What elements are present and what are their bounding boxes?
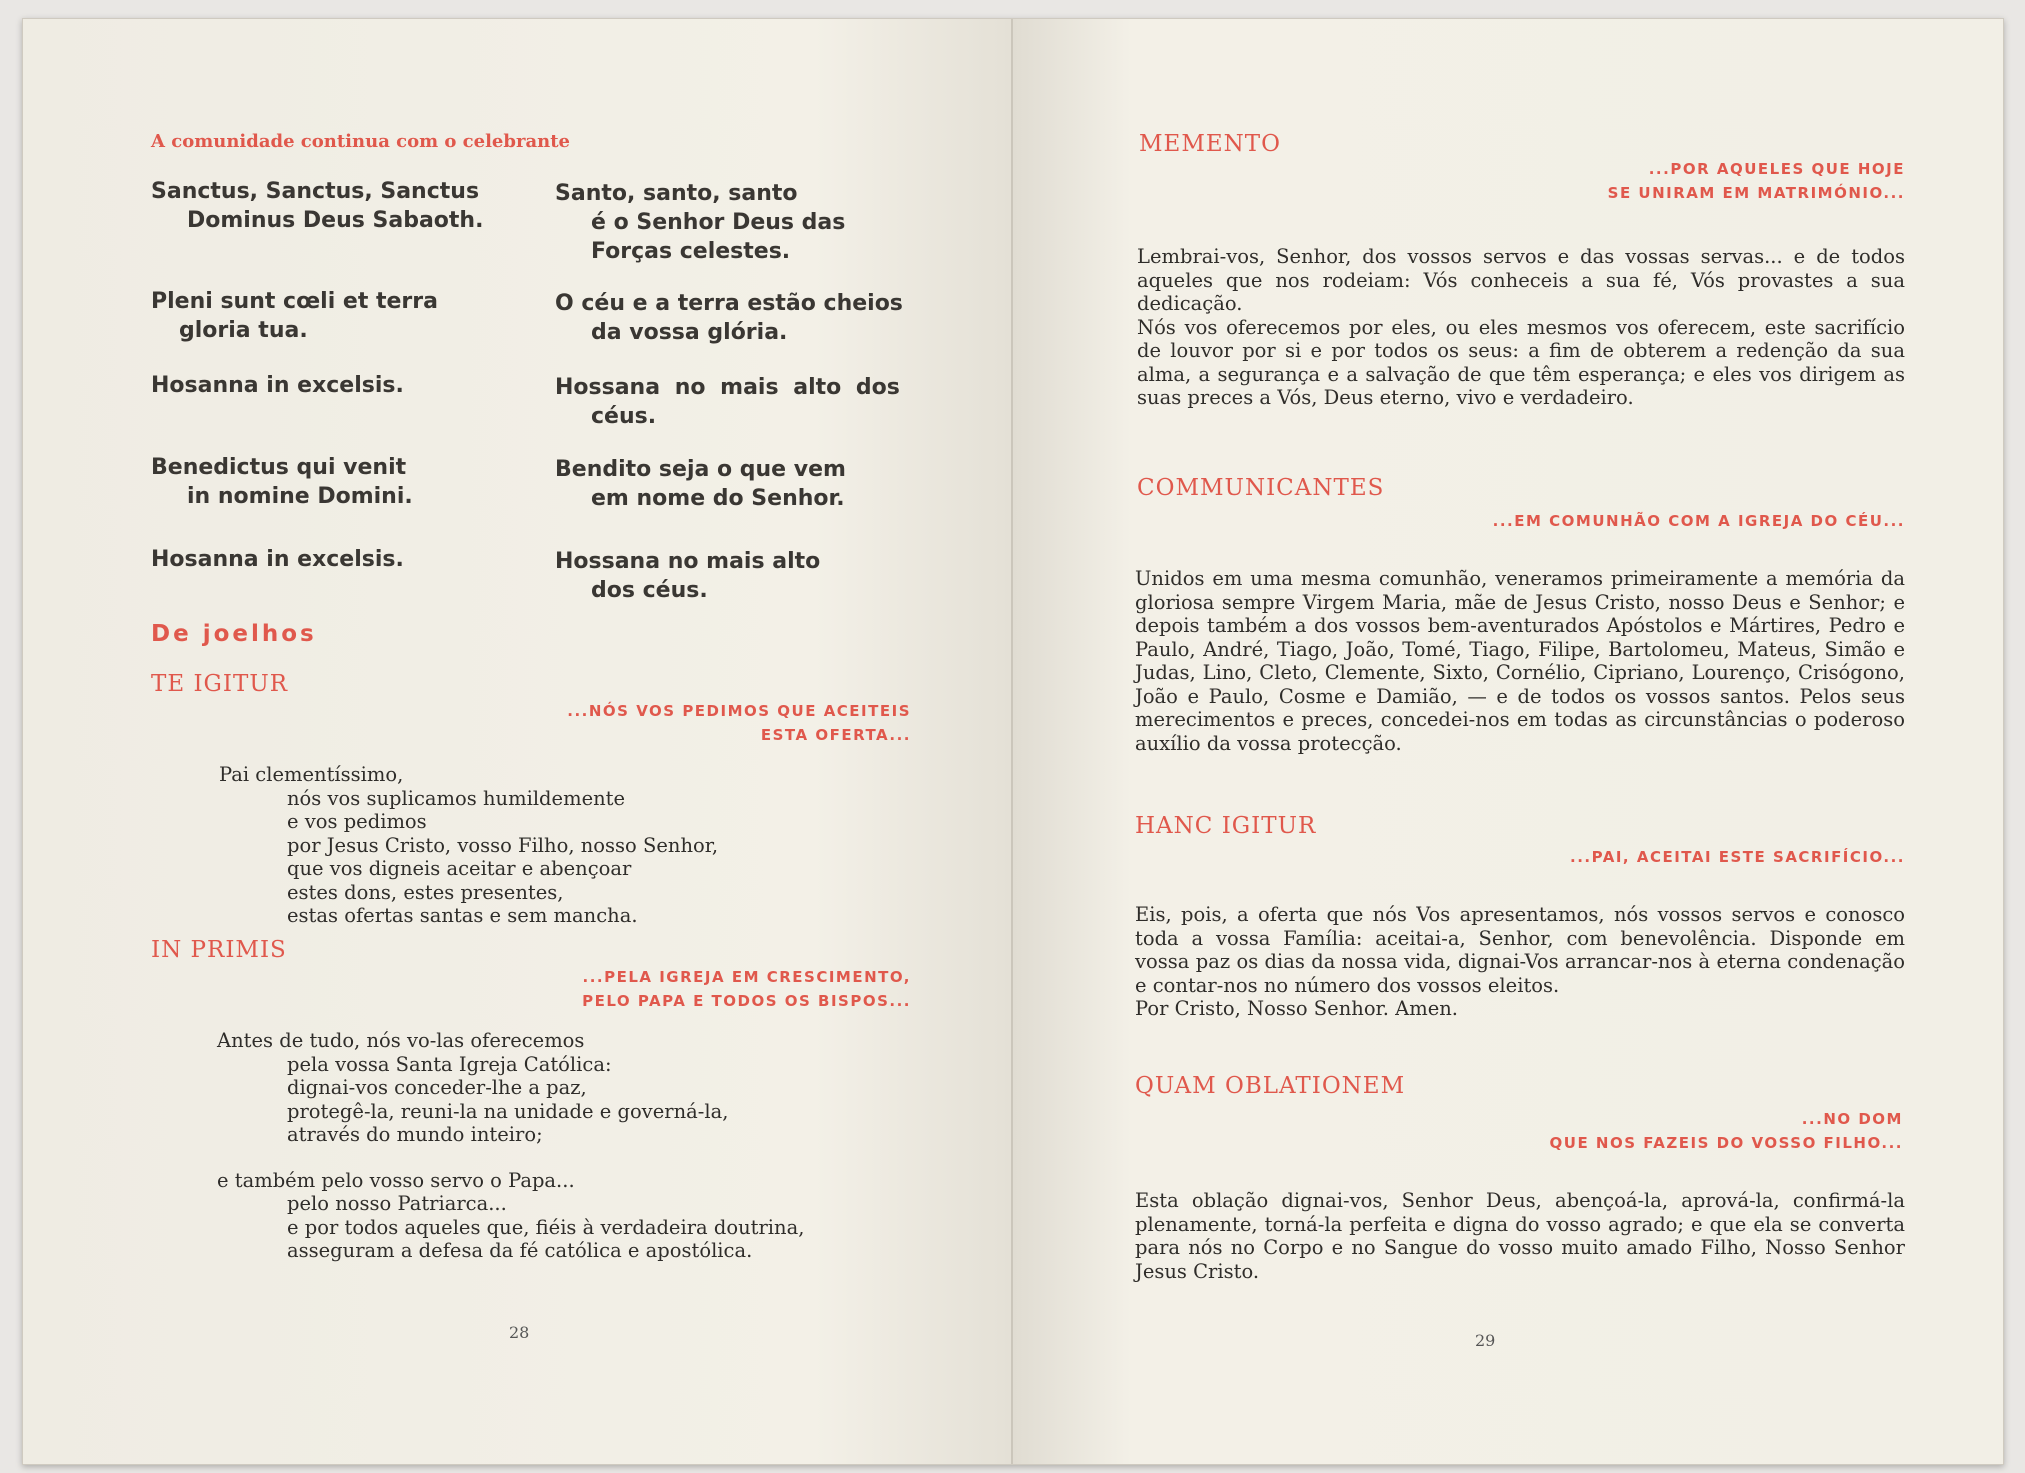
latin-line: Dominus Deus Sabaoth. [187, 208, 484, 233]
quam-oblationem-subtitle [1393, 1107, 1903, 1155]
prayer-line: que vos digneis aceitar e abençoar [287, 857, 632, 880]
memento-paragraph-1: Lembrai-vos, Senhor, dos vossos servos e das vossas servas... e de todos aqueles que nos rodeiam: Vós conheceis a sua fé, Vós provastes a sua dedicação. [1137, 245, 1905, 315]
in-primis-heading: IN PRIMIS [151, 937, 287, 963]
te-igitur-subtitle [523, 699, 911, 747]
hanc-igitur-closing: Por Cristo, Nosso Senhor. Amen. [1135, 997, 1459, 1020]
communicantes-heading: COMMUNICANTES [1137, 475, 1385, 501]
sanctus-latin [151, 177, 531, 235]
memento-paragraph-2: Nós vos oferecemos por eles, ou eles mesmos vos oferecem, este sacrifício de louvor por si e por todos os seus: a fim de obterem a redenção da sua alma, a segurança e a salvação de que têm esperança; e eles vos dirigem as suas preces a Vós, Deus eterno, vivo e verdadeiro. [1137, 315, 1905, 409]
portuguese-line: O céu e a terra estão cheios [555, 291, 903, 316]
kneel-rubric: De joelhos [151, 621, 317, 647]
latin-line: Hosanna in excelsis. [151, 373, 404, 398]
hanc-igitur-heading: HANC IGITUR [1135, 813, 1317, 839]
memento-subtitle [1413, 157, 1905, 205]
prayer-line: através do mundo inteiro; [287, 1123, 543, 1146]
left-page [23, 19, 1013, 1464]
in-primis-text [217, 1029, 937, 1263]
quam-oblationem-text: Esta oblação dignai-vos, Senhor Deus, abençoá-la, aprová-la, confirmá-la plenamente, torná-la perfeita e digna do vosso agrado; e que ela se converta para nós no Corpo e no Sangue do vosso muito amado Filho, Nosso Senhor Jesus Cristo. [1135, 1189, 1905, 1283]
prayer-line: pela vossa Santa Igreja Católica: [287, 1052, 612, 1076]
prayer-line: dignai-vos conceder-lhe a paz, [287, 1076, 587, 1099]
subtitle-line: ...NO DOM [1801, 1110, 1903, 1128]
portuguese-line: Hossana no mais alto [555, 549, 821, 574]
prayer-line: estas ofertas santas e sem mancha. [287, 904, 638, 927]
pleni-portuguese [555, 289, 955, 347]
portuguese-line: em nome do Senhor. [591, 486, 845, 511]
hosanna-latin-2 [151, 545, 531, 574]
prayer-line: Pai clementíssimo, [219, 763, 404, 786]
latin-line: Pleni sunt cœli et terra [151, 289, 438, 314]
quam-oblationem-heading: QUAM OBLATIONEM [1135, 1073, 1406, 1099]
prayer-line: e por todos aqueles que, fiéis à verdadeira doutrina, [287, 1215, 805, 1239]
prayer-line: nós vos suplicamos humildemente [287, 786, 626, 810]
portuguese-line: Santo, santo, santo [555, 181, 798, 206]
portuguese-line: céus. [591, 404, 657, 429]
subtitle-line: ...PAI, ACEITAI ESTE SACRIFÍCIO... [1570, 848, 1905, 866]
portuguese-line: da vossa glória. [591, 320, 788, 345]
open-booklet [22, 18, 2004, 1465]
communicantes-subtitle [1393, 509, 1905, 533]
benedictus-latin [151, 453, 531, 511]
te-igitur-heading: TE IGITUR [151, 671, 289, 697]
prayer-line: e vos pedimos [287, 810, 427, 833]
te-igitur-text [219, 763, 939, 928]
in-primis-subtitle [503, 965, 911, 1013]
latin-line: Hosanna in excelsis. [151, 547, 404, 572]
hanc-igitur-text [1135, 903, 1905, 1021]
pleni-latin [151, 287, 531, 345]
subtitle-line: ...NÓS VOS PEDIMOS QUE ACEITEIS [567, 702, 911, 720]
right-page [1013, 19, 2003, 1464]
subtitle-line: ESTA OFERTA... [760, 726, 911, 744]
page-number-right: 29 [1475, 1331, 1496, 1350]
memento-heading: MEMENTO [1139, 131, 1282, 157]
portuguese-line: é o Senhor Deus das [591, 210, 846, 235]
prayer-line: e também pelo vosso servo o Papa... [217, 1168, 575, 1192]
subtitle-line: ...POR AQUELES QUE HOJE [1648, 160, 1905, 178]
sanctus-portuguese [555, 179, 955, 266]
hossana-portuguese-2 [555, 547, 955, 605]
portuguese-line: dos céus. [591, 578, 708, 603]
prayer-line: Antes de tudo, nós vo-las oferecemos [217, 1029, 585, 1052]
communicantes-text: Unidos em uma mesma comunhão, veneramos primeiramente a memória da gloriosa sempre Virgem Maria, mãe de Jesus Cristo, nosso Deus e Senhor; e depois também a dos vossos bem-aventurados Apóstolos e Mártires, Pedro e Paulo, André, Tiago, João, Tomé, Tiago, Filipe, Bartolomeu, Mateus, Simão e Judas, Lino, Cleto, Clemente, Sixto, Cornélio, Cipriano, Lourenço, Crisógono, João e Paulo, Cosme e Damião, — e de todos os vossos santos. Pelos seus merecimentos e preces, concedei-nos em todas as circunstâncias o poderoso auxílio da vossa protecção. [1135, 567, 1905, 755]
latin-line: Sanctus, Sanctus, Sanctus [151, 179, 480, 204]
subtitle-line: QUE NOS FAZEIS DO VOSSO FILHO... [1549, 1134, 1903, 1152]
subtitle-line: ...EM COMUNHÃO COM A IGREJA DO CÉU... [1492, 512, 1905, 530]
hanc-igitur-subtitle [1393, 845, 1905, 869]
intro-rubric: A comunidade continua com o celebrante [151, 131, 570, 152]
portuguese-line: Hossana no mais alto dos [555, 375, 900, 400]
latin-line: in nomine Domini. [187, 484, 413, 509]
bendito-portuguese [555, 455, 955, 513]
prayer-line: estes dons, estes presentes, [287, 880, 564, 904]
hanc-igitur-paragraph: Eis, pois, a oferta que nós Vos apresentamos, nós vossos servos e conosco toda a vossa Família: aceitai-a, Senhor, com benevolência. Disponde em vossa paz os dias da nossa vida, dignai-Vos arrancar-nos à eterna condenação e contar-nos no número dos vossos eleitos. [1135, 903, 1905, 997]
page-number-left: 28 [509, 1323, 530, 1342]
subtitle-line: SE UNIRAM EM MATRIMÓNIO... [1607, 184, 1905, 202]
prayer-line: protegê-la, reuni-la na unidade e governá-la, [287, 1099, 729, 1123]
hossana-portuguese-1 [555, 373, 931, 431]
prayer-line: por Jesus Cristo, vosso Filho, nosso Senhor, [287, 833, 719, 857]
latin-line: Benedictus qui venit [151, 455, 407, 480]
memento-text [1137, 245, 1905, 410]
prayer-line: asseguram a defesa da fé católica e apostólica. [287, 1239, 753, 1262]
latin-line: gloria tua. [179, 318, 308, 343]
subtitle-line: PELO PAPA E TODOS OS BISPOS... [582, 992, 911, 1010]
hosanna-latin-1 [151, 371, 531, 400]
prayer-line: pelo nosso Patriarca... [287, 1192, 507, 1215]
portuguese-line: Bendito seja o que vem [555, 457, 846, 482]
subtitle-line: ...PELA IGREJA EM CRESCIMENTO, [582, 968, 911, 986]
portuguese-line: Forças celestes. [591, 239, 791, 264]
